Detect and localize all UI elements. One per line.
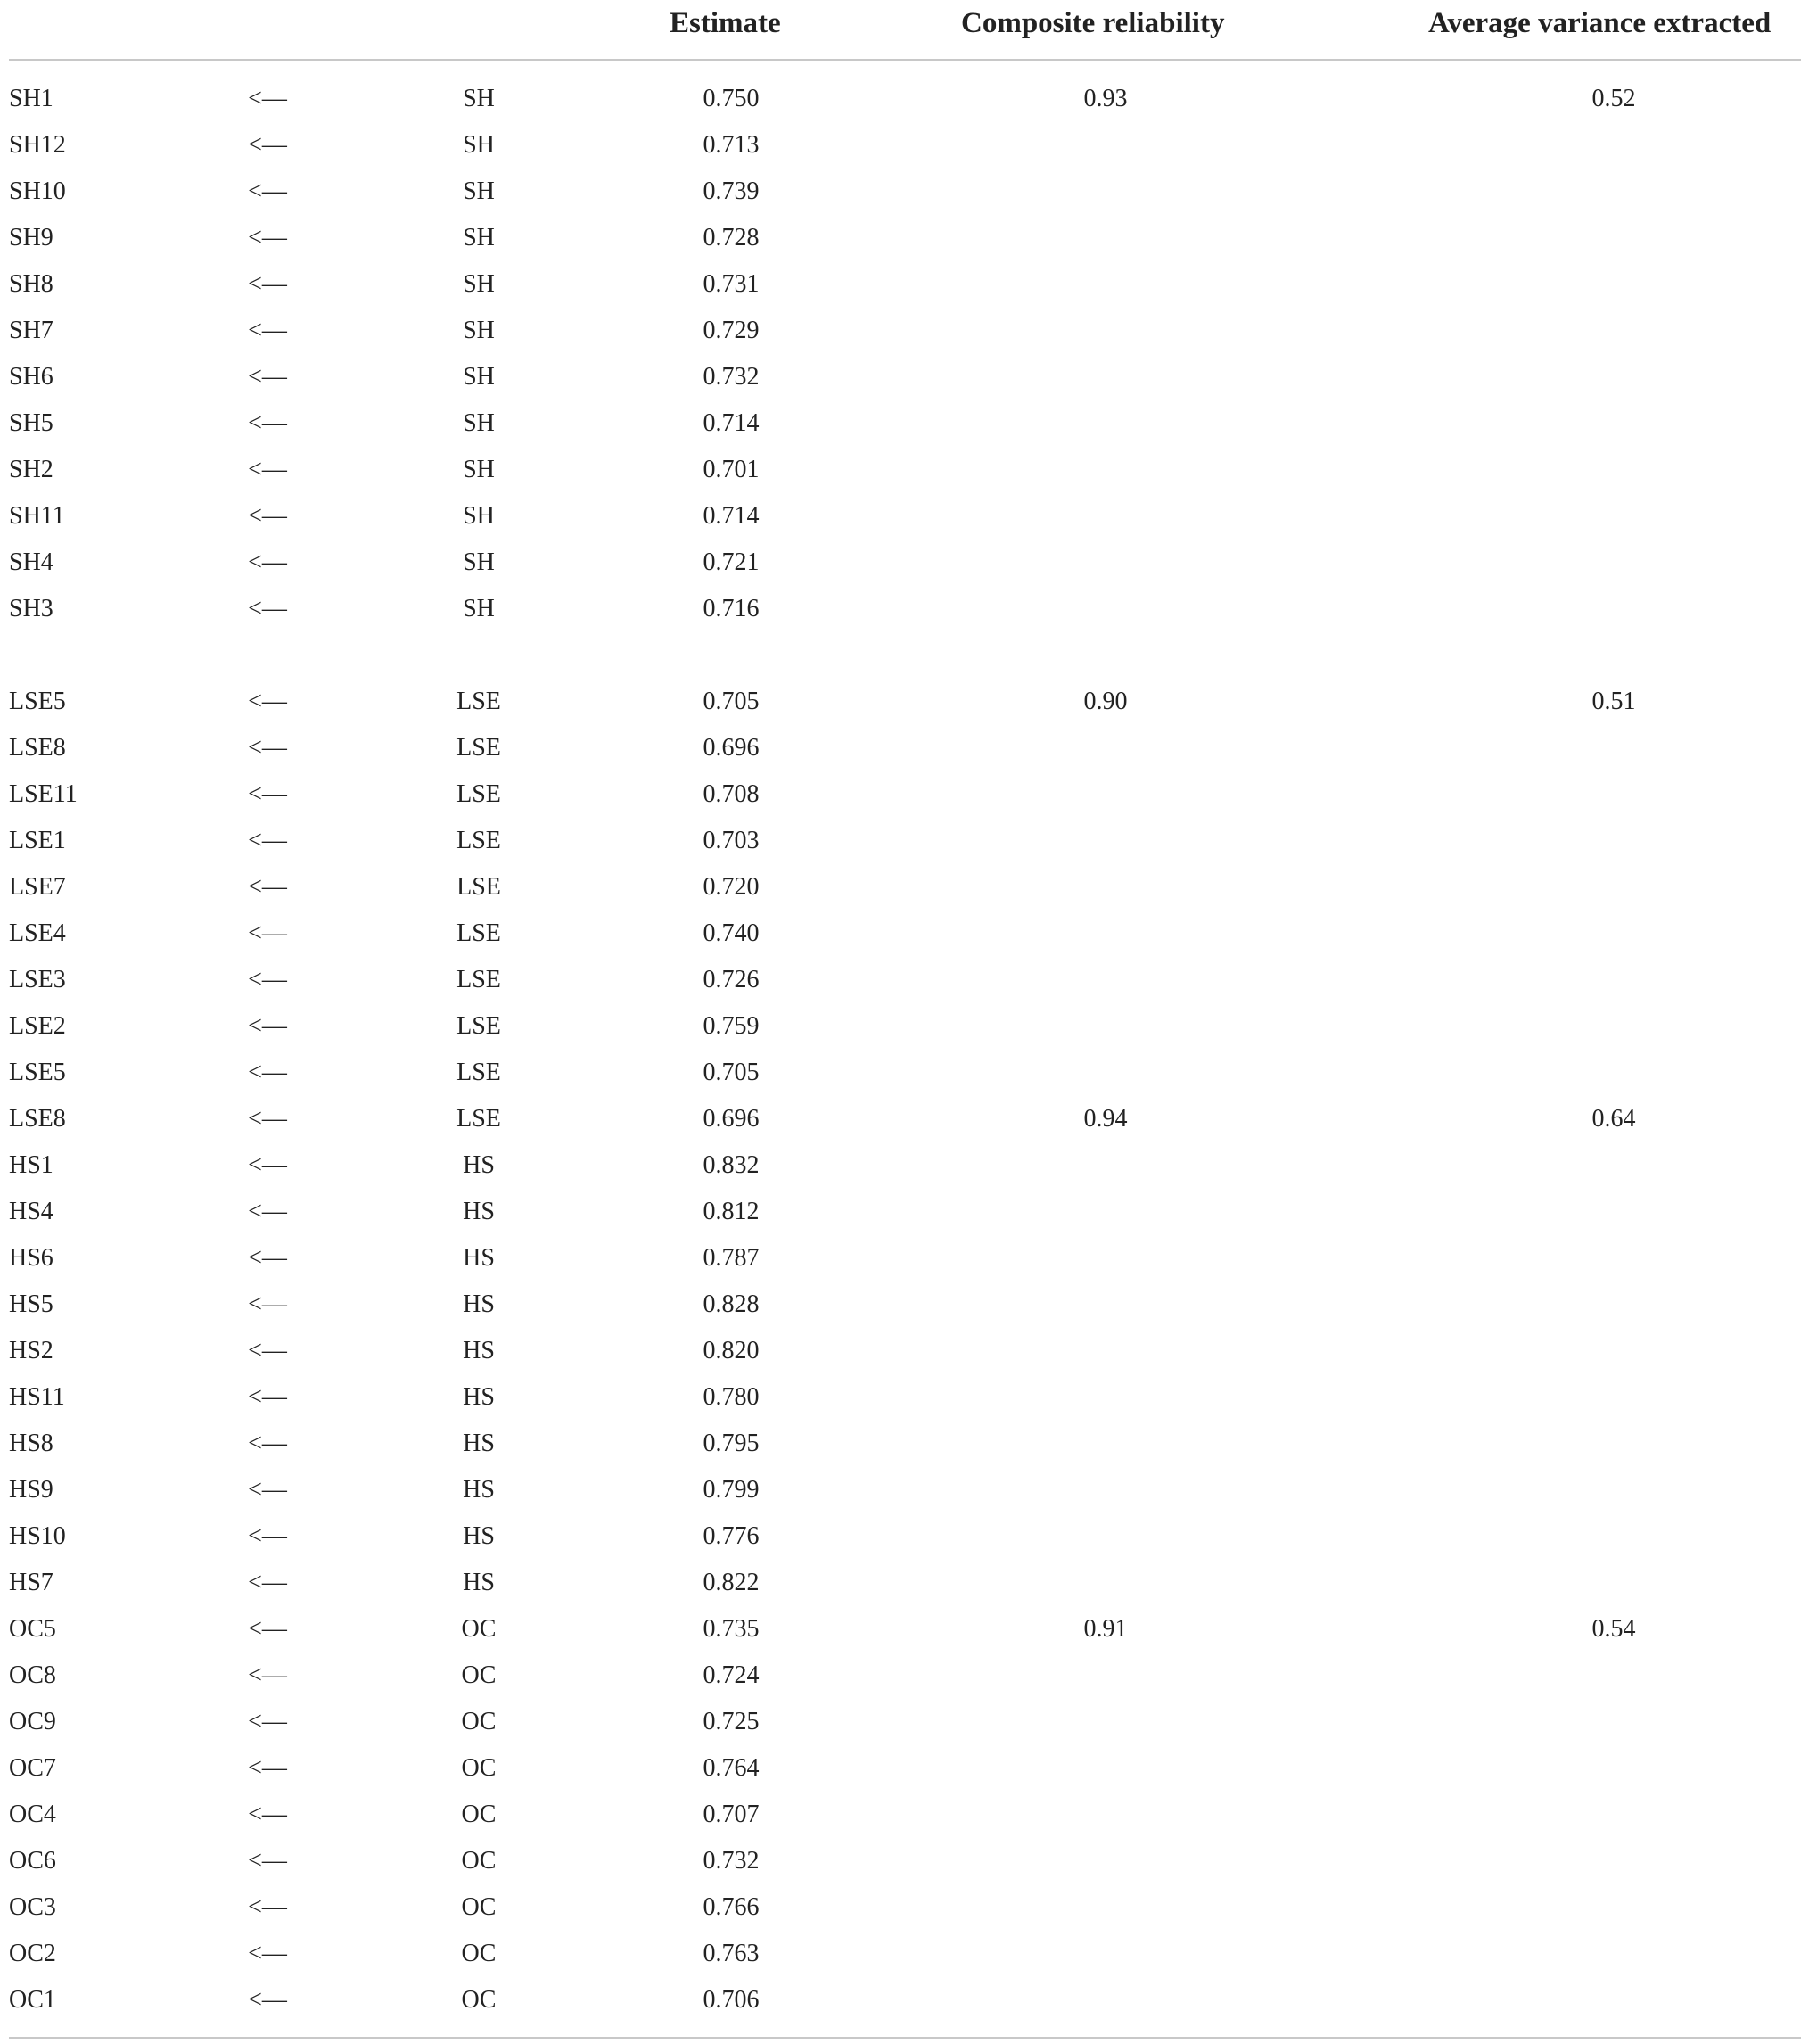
- arrow-cell: <—: [248, 1198, 287, 1225]
- arrow-cell: <—: [248, 224, 287, 251]
- latent-cell: OC: [461, 1615, 497, 1643]
- latent-cell: LSE: [456, 688, 501, 715]
- arrow-cell: <—: [248, 734, 287, 762]
- arrow-cell: <—: [248, 873, 287, 901]
- estimate-cell: 0.731: [703, 270, 760, 298]
- latent-cell: HS: [463, 1151, 495, 1179]
- header-divider: [9, 59, 1801, 61]
- estimate-cell: 0.705: [703, 1059, 760, 1086]
- indicator-cell: SH7: [9, 317, 53, 344]
- estimate-cell: 0.799: [703, 1476, 760, 1504]
- latent-cell: SH: [463, 502, 495, 530]
- estimate-cell: 0.703: [703, 827, 760, 854]
- latent-cell: SH: [463, 317, 495, 344]
- arrow-cell: <—: [248, 1801, 287, 1828]
- estimate-cell: 0.725: [703, 1708, 760, 1735]
- indicator-cell: SH11: [9, 502, 65, 530]
- indicator-cell: SH3: [9, 595, 53, 622]
- indicator-cell: OC8: [9, 1661, 56, 1689]
- estimate-cell: 0.728: [703, 224, 760, 251]
- latent-cell: HS: [463, 1476, 495, 1504]
- latent-cell: OC: [461, 1754, 497, 1782]
- latent-cell: SH: [463, 409, 495, 437]
- estimate-cell: 0.732: [703, 363, 760, 391]
- indicator-cell: OC5: [9, 1615, 56, 1643]
- indicator-cell: HS1: [9, 1151, 53, 1179]
- arrow-cell: <—: [248, 1105, 287, 1133]
- estimate-cell: 0.750: [703, 85, 760, 112]
- latent-cell: SH: [463, 363, 495, 391]
- arrow-cell: <—: [248, 131, 287, 159]
- indicator-cell: LSE1: [9, 827, 66, 854]
- arrow-cell: <—: [248, 1522, 287, 1550]
- indicator-cell: SH6: [9, 363, 53, 391]
- latent-cell: LSE: [456, 1012, 501, 1040]
- composite-reliability-cell: 0.94: [1083, 1105, 1128, 1133]
- latent-cell: HS: [463, 1244, 495, 1272]
- ave-cell: 0.52: [1591, 85, 1636, 112]
- estimate-cell: 0.724: [703, 1661, 760, 1689]
- estimate-cell: 0.735: [703, 1615, 760, 1643]
- estimate-cell: 0.740: [703, 919, 760, 947]
- header-composite-reliability: Composite reliability: [961, 7, 1225, 39]
- arrow-cell: <—: [248, 456, 287, 483]
- indicator-cell: OC7: [9, 1754, 56, 1782]
- indicator-cell: LSE4: [9, 919, 66, 947]
- estimate-cell: 0.764: [703, 1754, 760, 1782]
- arrow-cell: <—: [248, 1847, 287, 1875]
- latent-cell: OC: [461, 1940, 497, 1967]
- latent-cell: SH: [463, 85, 495, 112]
- estimate-cell: 0.759: [703, 1012, 760, 1040]
- indicator-cell: SH4: [9, 548, 53, 576]
- latent-cell: LSE: [456, 1059, 501, 1086]
- arrow-cell: <—: [248, 1615, 287, 1643]
- latent-cell: SH: [463, 595, 495, 622]
- arrow-cell: <—: [248, 85, 287, 112]
- estimate-cell: 0.701: [703, 456, 760, 483]
- arrow-cell: <—: [248, 1244, 287, 1272]
- arrow-cell: <—: [248, 1012, 287, 1040]
- indicator-cell: LSE7: [9, 873, 66, 901]
- estimate-cell: 0.726: [703, 966, 760, 993]
- indicator-cell: OC1: [9, 1986, 56, 2014]
- estimate-cell: 0.732: [703, 1847, 760, 1875]
- composite-reliability-cell: 0.91: [1083, 1615, 1128, 1643]
- arrow-cell: <—: [248, 966, 287, 993]
- arrow-cell: <—: [248, 270, 287, 298]
- indicator-cell: LSE8: [9, 1105, 66, 1133]
- estimate-cell: 0.706: [703, 1986, 760, 2014]
- indicator-cell: HS7: [9, 1569, 53, 1596]
- latent-cell: LSE: [456, 827, 501, 854]
- indicator-cell: LSE2: [9, 1012, 66, 1040]
- arrow-cell: <—: [248, 409, 287, 437]
- indicator-cell: SH1: [9, 85, 53, 112]
- arrow-cell: <—: [248, 1476, 287, 1504]
- indicator-cell: SH8: [9, 270, 53, 298]
- arrow-cell: <—: [248, 919, 287, 947]
- header-average-variance-extracted: Average variance extracted: [1428, 7, 1772, 39]
- indicator-cell: HS11: [9, 1383, 65, 1411]
- arrow-cell: <—: [248, 548, 287, 576]
- indicator-cell: LSE5: [9, 1059, 66, 1086]
- arrow-cell: <—: [248, 1337, 287, 1364]
- indicator-cell: HS5: [9, 1290, 53, 1318]
- estimate-cell: 0.721: [703, 548, 760, 576]
- estimate-cell: 0.766: [703, 1893, 760, 1921]
- latent-cell: LSE: [456, 780, 501, 808]
- arrow-cell: <—: [248, 1708, 287, 1735]
- estimate-cell: 0.822: [703, 1569, 760, 1596]
- ave-cell: 0.54: [1591, 1615, 1636, 1643]
- arrow-cell: <—: [248, 1893, 287, 1921]
- footer-divider: [9, 2037, 1801, 2039]
- estimate-cell: 0.714: [703, 502, 760, 530]
- indicator-cell: SH2: [9, 456, 53, 483]
- indicator-cell: OC2: [9, 1940, 56, 1967]
- latent-cell: OC: [461, 1893, 497, 1921]
- latent-cell: SH: [463, 224, 495, 251]
- composite-reliability-cell: 0.90: [1083, 688, 1128, 715]
- estimate-cell: 0.713: [703, 131, 760, 159]
- estimate-cell: 0.820: [703, 1337, 760, 1364]
- indicator-cell: OC3: [9, 1893, 56, 1921]
- latent-cell: HS: [463, 1337, 495, 1364]
- indicator-cell: SH12: [9, 131, 66, 159]
- latent-cell: SH: [463, 456, 495, 483]
- arrow-cell: <—: [248, 363, 287, 391]
- arrow-cell: <—: [248, 1754, 287, 1782]
- latent-cell: HS: [463, 1383, 495, 1411]
- arrow-cell: <—: [248, 688, 287, 715]
- indicator-cell: HS10: [9, 1522, 66, 1550]
- latent-cell: SH: [463, 270, 495, 298]
- arrow-cell: <—: [248, 595, 287, 622]
- latent-cell: HS: [463, 1290, 495, 1318]
- latent-cell: HS: [463, 1198, 495, 1225]
- indicator-cell: HS4: [9, 1198, 53, 1225]
- arrow-cell: <—: [248, 1290, 287, 1318]
- arrow-cell: <—: [248, 1986, 287, 2014]
- arrow-cell: <—: [248, 1430, 287, 1457]
- indicator-cell: LSE11: [9, 780, 78, 808]
- estimate-cell: 0.707: [703, 1801, 760, 1828]
- indicator-cell: LSE5: [9, 688, 66, 715]
- arrow-cell: <—: [248, 1059, 287, 1086]
- arrow-cell: <—: [248, 1569, 287, 1596]
- indicator-cell: HS6: [9, 1244, 53, 1272]
- indicator-cell: OC4: [9, 1801, 56, 1828]
- estimate-cell: 0.705: [703, 688, 760, 715]
- latent-cell: OC: [461, 1661, 497, 1689]
- estimate-cell: 0.696: [703, 1105, 760, 1133]
- latent-cell: LSE: [456, 873, 501, 901]
- latent-cell: OC: [461, 1986, 497, 2014]
- estimate-cell: 0.696: [703, 734, 760, 762]
- arrow-cell: <—: [248, 1661, 287, 1689]
- estimate-cell: 0.763: [703, 1940, 760, 1967]
- arrow-cell: <—: [248, 1383, 287, 1411]
- latent-cell: LSE: [456, 966, 501, 993]
- latent-cell: SH: [463, 131, 495, 159]
- ave-cell: 0.51: [1591, 688, 1636, 715]
- estimate-cell: 0.832: [703, 1151, 760, 1179]
- latent-cell: OC: [461, 1708, 497, 1735]
- arrow-cell: <—: [248, 780, 287, 808]
- arrow-cell: <—: [248, 827, 287, 854]
- indicator-cell: OC9: [9, 1708, 56, 1735]
- estimate-cell: 0.720: [703, 873, 760, 901]
- header-estimate: Estimate: [670, 7, 781, 39]
- indicator-cell: LSE3: [9, 966, 66, 993]
- estimate-cell: 0.828: [703, 1290, 760, 1318]
- latent-cell: OC: [461, 1847, 497, 1875]
- indicator-cell: SH9: [9, 224, 53, 251]
- estimate-cell: 0.729: [703, 317, 760, 344]
- indicator-cell: HS9: [9, 1476, 53, 1504]
- arrow-cell: <—: [248, 177, 287, 205]
- indicator-cell: HS8: [9, 1430, 53, 1457]
- indicator-cell: SH5: [9, 409, 53, 437]
- arrow-cell: <—: [248, 317, 287, 344]
- indicator-cell: HS2: [9, 1337, 53, 1364]
- arrow-cell: <—: [248, 1151, 287, 1179]
- estimate-cell: 0.716: [703, 595, 760, 622]
- estimate-cell: 0.714: [703, 409, 760, 437]
- latent-cell: SH: [463, 177, 495, 205]
- latent-cell: LSE: [456, 1105, 501, 1133]
- estimate-cell: 0.812: [703, 1198, 760, 1225]
- latent-cell: LSE: [456, 734, 501, 762]
- estimate-cell: 0.780: [703, 1383, 760, 1411]
- indicator-cell: SH10: [9, 177, 66, 205]
- estimate-cell: 0.776: [703, 1522, 760, 1550]
- latent-cell: OC: [461, 1801, 497, 1828]
- latent-cell: HS: [463, 1430, 495, 1457]
- latent-cell: LSE: [456, 919, 501, 947]
- latent-cell: HS: [463, 1569, 495, 1596]
- ave-cell: 0.64: [1591, 1105, 1636, 1133]
- estimate-cell: 0.739: [703, 177, 760, 205]
- latent-cell: SH: [463, 548, 495, 576]
- estimate-cell: 0.795: [703, 1430, 760, 1457]
- latent-cell: HS: [463, 1522, 495, 1550]
- composite-reliability-cell: 0.93: [1083, 85, 1128, 112]
- indicator-cell: LSE8: [9, 734, 66, 762]
- arrow-cell: <—: [248, 502, 287, 530]
- arrow-cell: <—: [248, 1940, 287, 1967]
- estimate-cell: 0.787: [703, 1244, 760, 1272]
- estimate-cell: 0.708: [703, 780, 760, 808]
- indicator-cell: OC6: [9, 1847, 56, 1875]
